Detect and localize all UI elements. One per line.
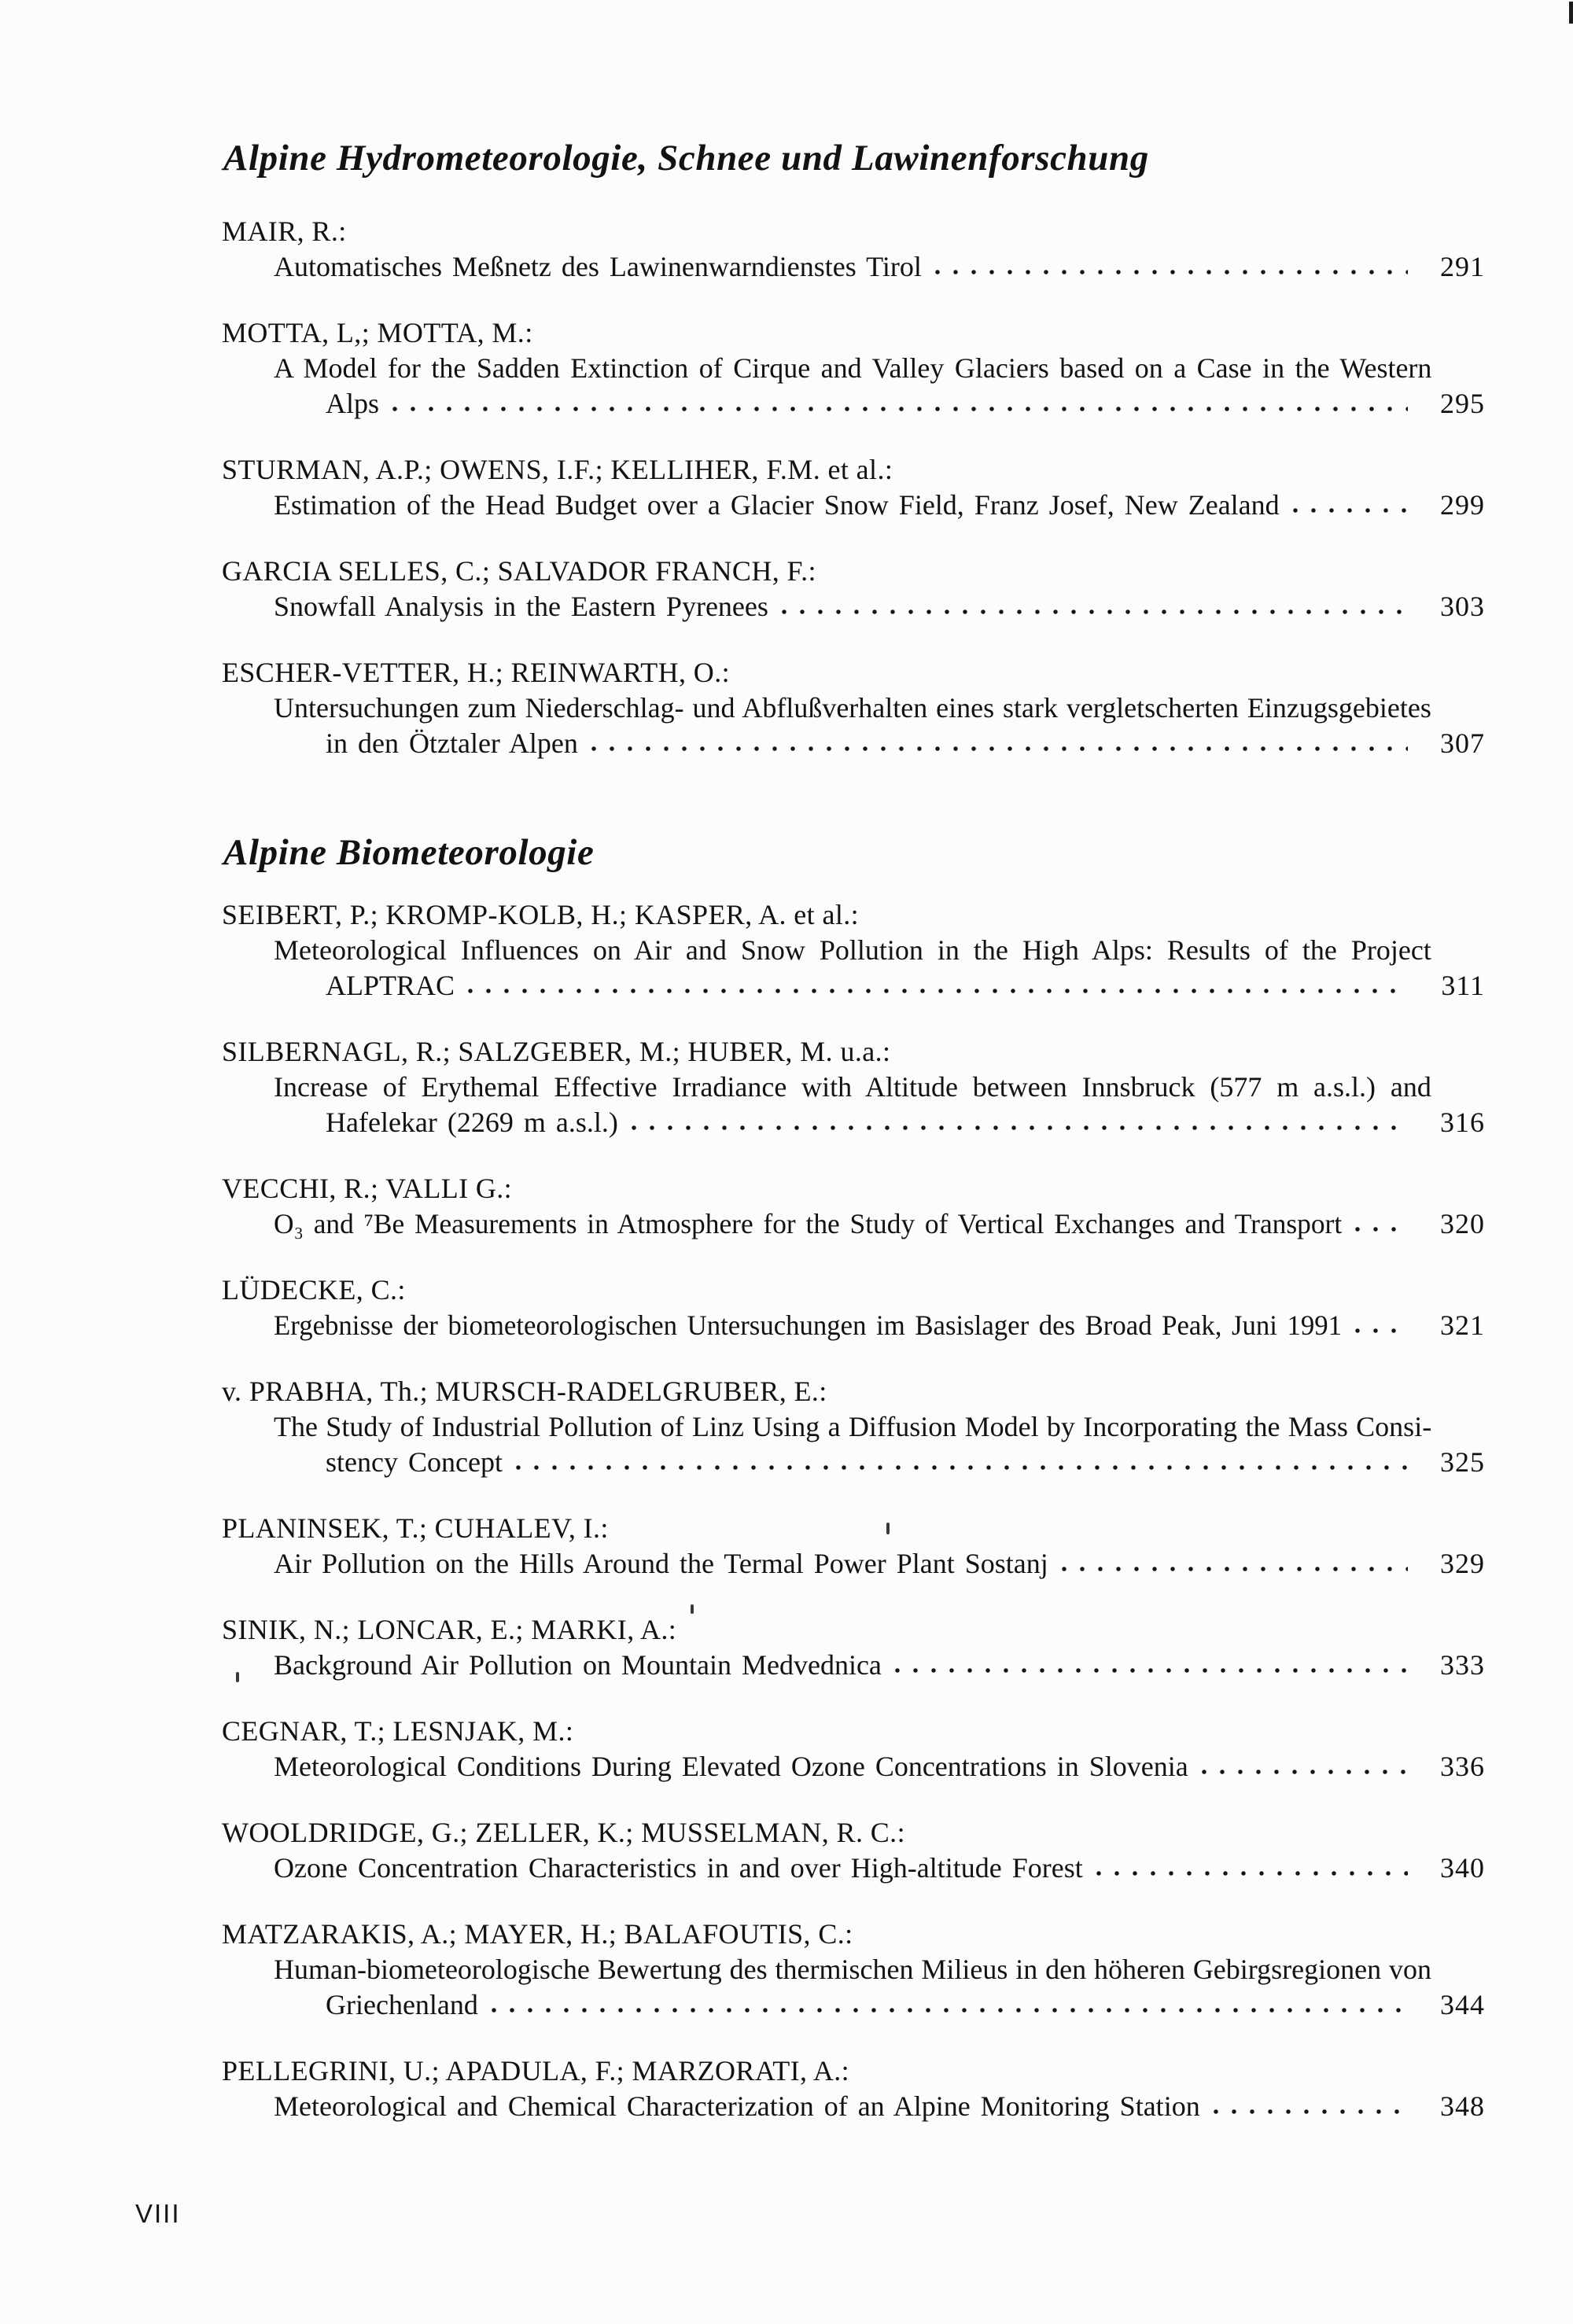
entry-title-text: Human-biometeorologische Bewertung des thermischen Milieus in den höheren Gebirgsregionen von	[274, 1954, 1431, 1985]
entry-authors: SINIK, N.; LONCAR, E.; MARKI, A.:	[222, 1614, 677, 1645]
entry-title	[274, 589, 1485, 624]
entry-title-line	[274, 1409, 1485, 1445]
dot-leader	[1354, 1325, 1408, 1335]
entry-title-text: Air Pollution on the Hills Around the Termal Power Plant Sostanj	[274, 1548, 1048, 1579]
toc-content	[222, 135, 1485, 2124]
entry-title	[274, 1070, 1485, 1140]
entry-title-lastline	[274, 1648, 1485, 1683]
entry-title-line	[274, 351, 1485, 386]
entry-page-number: 348	[1440, 2090, 1485, 2122]
dot-leader	[591, 743, 1408, 753]
dot-leader	[1061, 1563, 1408, 1573]
entry-title	[274, 1206, 1485, 1242]
entry-authors: CEGNAR, T.; LESNJAK, M.:	[222, 1715, 574, 1747]
entry-title	[274, 933, 1485, 1004]
entry-page-number: 329	[1440, 1548, 1485, 1579]
entry-title-text: Meteorological and Chemical Characterization of an Alpine Monitoring Station	[274, 2090, 1200, 2122]
section-heading-1: Alpine Hydrometeorologie, Schnee und Lawinenforschung	[223, 138, 1149, 179]
entry-title-text: in den Ötztaler Alpen	[326, 727, 578, 759]
entry-title-text: Estimation of the Head Budget over a Glacier Snow Field, Franz Josef, New Zealand	[274, 489, 1280, 521]
entry-page-number: 303	[1440, 591, 1485, 622]
entry-title-text: Automatisches Meßnetz des Lawinenwarndienstes Tirol	[274, 251, 922, 282]
toc-entry	[222, 2053, 1485, 2124]
entry-title	[274, 1648, 1485, 1683]
entry-page-number: 325	[1440, 1446, 1485, 1478]
toc-entry	[222, 1374, 1485, 1480]
page-number: VIII	[135, 2199, 181, 2228]
entry-title	[274, 249, 1485, 285]
entry-title-lastline	[326, 386, 1485, 422]
entry-title-text: Increase of Erythemal Effective Irradiance with Altitude between Innsbruck (577 m a.s.l.) and	[274, 1071, 1431, 1103]
toc-entry	[222, 1612, 1485, 1683]
toc-entry	[222, 1171, 1485, 1242]
toc-entry	[222, 315, 1485, 422]
entry-title-lastline	[274, 1206, 1485, 1242]
entry-authors: WOOLDRIDGE, G.; ZELLER, K.; MUSSELMAN, R. C.:	[222, 1817, 905, 1848]
toc-entry	[222, 897, 1485, 1004]
entry-page-number: 344	[1440, 1989, 1485, 2020]
entry-page-number: 321	[1440, 1309, 1485, 1341]
entry-title	[274, 1749, 1485, 1784]
entry-title-text: Alps	[326, 388, 380, 419]
entry-authors: v. PRABHA, Th.; MURSCH-RADELGRUBER, E.:	[222, 1376, 827, 1407]
dot-leader	[491, 2005, 1408, 2014]
entry-authors: LÜDECKE, C.:	[222, 1274, 406, 1306]
toc-entry	[222, 1714, 1485, 1784]
entry-title-line	[274, 691, 1485, 726]
entry-title-text: Meteorological Influences on Air and Snow Pollution in the High Alps: Results of the Project	[274, 934, 1431, 966]
entry-title-lastline	[274, 1308, 1485, 1343]
dot-leader	[631, 1122, 1408, 1132]
entry-title-text: Ozone Concentration Characteristics in and over High-altitude Forest	[274, 1852, 1083, 1884]
entry-title-lastline	[274, 488, 1485, 523]
dot-leader	[894, 1665, 1408, 1674]
entry-authors: MAIR, R.:	[222, 215, 347, 247]
entry-title	[274, 2089, 1485, 2124]
entry-title-lastline	[326, 1105, 1485, 1140]
entry-page-number: 333	[1440, 1649, 1485, 1681]
toc-entry	[222, 655, 1485, 761]
dot-leader	[1096, 1868, 1408, 1877]
dot-leader	[515, 1462, 1408, 1471]
entry-page-number: 340	[1440, 1852, 1485, 1884]
dot-leader	[1201, 1766, 1408, 1776]
entry-title-text: The Study of Industrial Pollution of Linz Using a Diffusion Model by Incorporating the Mass Consi-	[274, 1411, 1432, 1442]
entry-title-lastline	[274, 249, 1485, 285]
entry-title	[274, 1546, 1485, 1582]
entry-title-lastline	[274, 589, 1485, 624]
entry-authors: SEIBERT, P.; KROMP-KOLB, H.; KASPER, A. et al.:	[222, 899, 860, 930]
dot-leader	[781, 606, 1408, 616]
entry-authors: PELLEGRINI, U.; APADULA, F.; MARZORATI, A.:	[222, 2055, 850, 2086]
entry-authors: PLANINSEK, T.; CUHALEV, I.:	[222, 1512, 609, 1544]
entry-title-text: Background Air Pollution on Mountain Medvednica	[274, 1649, 882, 1681]
entry-title	[274, 1308, 1485, 1343]
entry-page-number: 311	[1441, 970, 1485, 1001]
entry-title-text: Ergebnisse der biometeorologischen Untersuchungen im Basislager des Broad Peak, Juni 1991	[274, 1309, 1343, 1341]
scan-artifact	[1569, 2, 1573, 24]
entry-authors: VECCHI, R.; VALLI G.:	[222, 1173, 513, 1204]
entry-page-number: 291	[1440, 251, 1485, 282]
entry-authors: STURMAN, A.P.; OWENS, I.F.; KELLIHER, F.M. et al.:	[222, 454, 893, 485]
entry-title-lastline	[326, 968, 1485, 1004]
toc-entry	[222, 1917, 1485, 2023]
entry-title	[274, 1409, 1485, 1480]
entry-page-number: 307	[1440, 727, 1485, 759]
entry-page-number: 316	[1440, 1107, 1485, 1138]
dot-leader	[1354, 1224, 1408, 1233]
entry-title-lastline	[326, 1445, 1485, 1480]
entry-page-number: 336	[1440, 1751, 1485, 1782]
entry-title	[274, 488, 1485, 523]
entry-title-lastline	[274, 1851, 1485, 1886]
entry-page-number: 320	[1440, 1208, 1485, 1239]
entry-title-line	[274, 1952, 1485, 1987]
toc-section	[222, 135, 1485, 761]
scan-speck	[886, 1523, 890, 1534]
entry-title-line	[274, 933, 1485, 968]
entry-title-text: Snowfall Analysis in the Eastern Pyrenees	[274, 591, 768, 622]
scan-speck	[691, 1604, 694, 1614]
dot-leader	[1213, 2106, 1408, 2116]
entry-title-text: ALPTRAC	[326, 970, 455, 1001]
dot-leader	[934, 267, 1408, 276]
entry-title-text: Untersuchungen zum Niederschlag- und Abflußverhalten eines stark vergletscherten Einzugsgebietes	[274, 692, 1431, 724]
entry-title	[274, 691, 1485, 761]
entry-title-lastline	[326, 726, 1485, 761]
dot-leader	[392, 403, 1408, 413]
entry-title-lastline	[274, 1546, 1485, 1582]
entry-page-number: 295	[1440, 388, 1485, 419]
entry-title-text: Hafelekar (2269 m a.s.l.)	[326, 1107, 618, 1138]
dot-leader	[1292, 505, 1408, 514]
entry-authors: MOTTA, L,; MOTTA, M.:	[222, 317, 533, 348]
toc-entry	[222, 1815, 1485, 1886]
toc-entry	[222, 554, 1485, 624]
entry-title	[274, 1952, 1485, 2023]
toc-entry	[222, 214, 1485, 285]
section-heading-2: Alpine Biometeorologie	[223, 832, 595, 873]
entry-title-text: Meteorological Conditions During Elevated Ozone Concentrations in Slovenia	[274, 1751, 1188, 1782]
dot-leader	[467, 985, 1408, 995]
entry-title-lastline	[274, 2089, 1485, 2124]
entry-title-text: Griechenland	[326, 1989, 478, 2020]
entry-title-lastline	[326, 1987, 1485, 2023]
entry-title-text: O₃ and ⁷Be Measurements in Atmosphere for the Study of Vertical Exchanges and Transport	[274, 1208, 1343, 1239]
entry-title	[274, 351, 1485, 422]
toc-entry	[222, 1034, 1485, 1140]
entry-authors: SILBERNAGL, R.; SALZGEBER, M.; HUBER, M. u.a.:	[222, 1036, 891, 1067]
entry-title-lastline	[274, 1749, 1485, 1784]
entry-title-text: stency Concept	[326, 1446, 503, 1478]
toc-entry	[222, 1272, 1485, 1343]
entry-title	[274, 1851, 1485, 1886]
entry-page-number: 299	[1440, 489, 1485, 521]
toc-section	[222, 830, 1485, 2124]
entry-authors: ESCHER-VETTER, H.; REINWARTH, O.:	[222, 657, 730, 688]
entry-authors: GARCIA SELLES, C.; SALVADOR FRANCH, F.:	[222, 555, 816, 587]
toc-entry	[222, 452, 1485, 523]
entry-title-text: A Model for the Sadden Extinction of Cirque and Valley Glaciers based on a Case in the Western	[274, 352, 1432, 384]
entry-title-line	[274, 1070, 1485, 1105]
toc-entry	[222, 1511, 1485, 1582]
entry-authors: MATZARAKIS, A.; MAYER, H.; BALAFOUTIS, C.:	[222, 1918, 853, 1950]
scan-speck	[236, 1672, 239, 1682]
